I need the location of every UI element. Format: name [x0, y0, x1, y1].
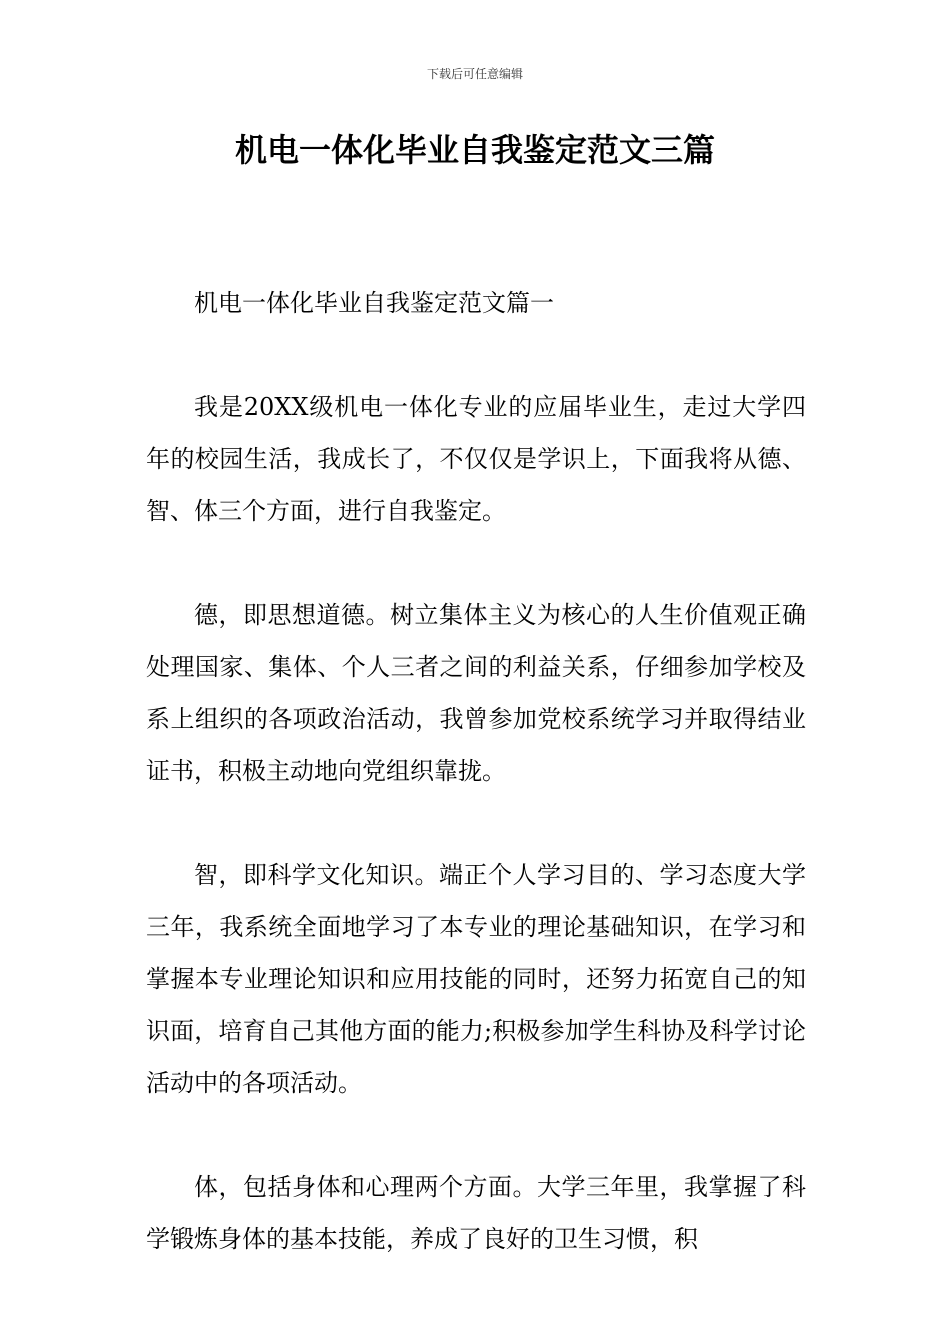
- paragraph-physical: 体，包括身体和心理两个方面。大学三年里，我掌握了科学锻炼身体的基本技能，养成了良好的卫生习惯，积: [146, 1173, 806, 1253]
- document-body: [146, 277, 806, 1265]
- paragraph-morality: 德，即思想道德。树立集体主义为核心的人生价值观正确处理国家、集体、个人三者之间的利益关系，仔细参加学校及系上组织的各项政治活动，我曾参加党校系统学习并取得结业证书，积极主动地向党组织靠拢。: [146, 601, 806, 785]
- paragraph-knowledge: 智，即科学文化知识。端正个人学习目的、学习态度大学三年，我系统全面地学习了本专业的理论基础知识，在学习和掌握本专业理论知识和应用技能的同时，还努力拓宽自己的知识面，培育自己其他方面的能力;积极参加学生科协及科学讨论活动中的各项活动。: [146, 861, 806, 1097]
- document-title: 机电一体化毕业自我鉴定范文三篇: [234, 131, 715, 169]
- section-heading: 机电一体化毕业自我鉴定范文篇一: [194, 289, 554, 317]
- paragraph-intro: 我是20XX级机电一体化专业的应届毕业生，走过大学四年的校园生活，我成长了，不仅仅是学识上，下面我将从德、智、体三个方面，进行自我鉴定。: [146, 393, 806, 525]
- header-note: 下载后可任意编辑: [426, 67, 523, 81]
